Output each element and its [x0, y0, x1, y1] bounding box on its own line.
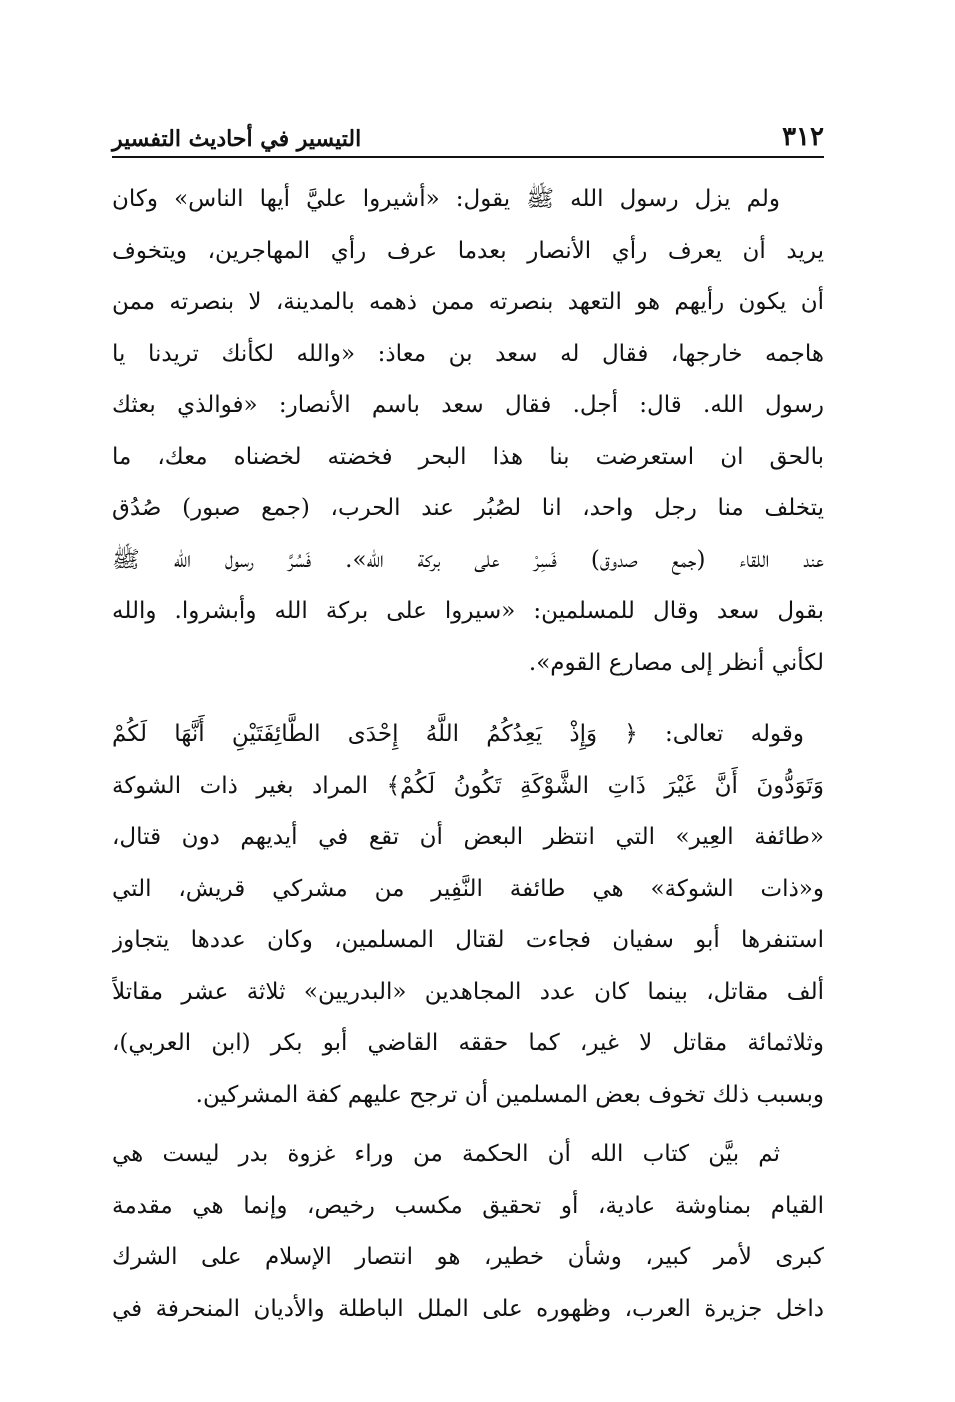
paragraph-3 — [112, 1129, 824, 1335]
text-line: ولم يزل رسول الله ﷺ يقول: «أشيروا عليَّ أيها الناس» وكان — [112, 186, 780, 212]
text-line: لكأني أنظر إلى مصارع القوم». — [528, 649, 824, 676]
paragraph-1 — [112, 174, 824, 689]
page-header — [112, 108, 824, 158]
text-line: رسول الله. قال: أجل. فقال سعد باسم الأنصار: «فوالذي بعثك — [112, 392, 824, 418]
paragraph-2 — [112, 709, 824, 1121]
text-line: عند اللقاء (جمع صدوق) فَسِرْ على بركة الله». فَسُرَّ رسول الله ﷺ — [112, 546, 824, 573]
text-line: ألف مقاتل، بينما كان عدد المجاهدين «البدريين» ثلاثة عشر مقاتلاً — [112, 978, 824, 1005]
text-line: «طائفة العِير» التي انتظر البعض أن تقع في أيديهم دون قتال، — [112, 824, 824, 850]
text-line: أن يكون رأيهم هو التعهد بنصرته ممن ذهمه بالمدينة، لا بنصرته ممن — [112, 289, 824, 315]
text-line: القيام بمناوشة عادية، أو تحقيق مكسب رخيص، وإنما هي مقدمة — [112, 1192, 824, 1219]
text-line: بقول سعد وقال للمسلمين: «سيروا على بركة الله وأبشروا. والله — [112, 598, 824, 624]
text-line: ثم بيَّن كتاب الله أن الحكمة من وراء غزوة بدر ليست هي — [112, 1141, 780, 1167]
page-number: ٣١٢ — [782, 122, 824, 152]
running-title: التيسير في أحاديث التفسير — [112, 126, 362, 152]
text-line: و«ذات الشوكة» هي طائفة النَّفِير من مشركي قريش، التي — [112, 875, 824, 902]
text-line: كبرى لأمر كبير، وشأن خطير، هو انتصار الإسلام على الشرك — [112, 1244, 824, 1270]
text-line: وثلاثمائة مقاتل لا غير، كما حققه القاضي أبو بكر (ابن العربي)، — [112, 1030, 824, 1056]
text-line: استنفرها أبو سفيان فجاءت لقتال المسلمين، وكان عددها يتجاوز — [112, 927, 824, 953]
text-line: هاجمه خارجها، فقال له سعد بن معاذ: «والله لكأنك تريدنا يا — [112, 340, 824, 367]
text-line: يتخلف منا رجل واحد، انا لصُبُر عند الحرب، (جمع صبور) صُدُق — [112, 495, 824, 521]
text-line: وَتَوَدُّونَ أَنَّ غَيْرَ ذَاتِ الشَّوْكَةِ تَكُونُ لَكُمْ﴾ المراد بغير ذات الشوكة — [112, 772, 824, 799]
text-line: وبسبب ذلك تخوف بعض المسلمين أن ترجح عليهم كفة المشركين. — [195, 1081, 824, 1108]
text-line: يريد أن يعرف رأي الأنصار بعدما عرف رأي المهاجرين، ويتخوف — [112, 237, 824, 264]
text-line: وقوله تعالى: ﴿ وَإِذْ يَعِدُكُمُ اللَّهُ إِحْدَى الطَّائِفَتَيْنِ أَنَّهَا لَكُمْ — [112, 721, 804, 747]
text-line: داخل جزيرة العرب، وظهوره على الملل الباطلة والأديان المنحرفة في — [112, 1295, 824, 1322]
text-line: بالحق ان استعرضت بنا هذا البحر فخضته لخضناه معك، ما — [112, 443, 824, 470]
body-text — [112, 174, 824, 1335]
